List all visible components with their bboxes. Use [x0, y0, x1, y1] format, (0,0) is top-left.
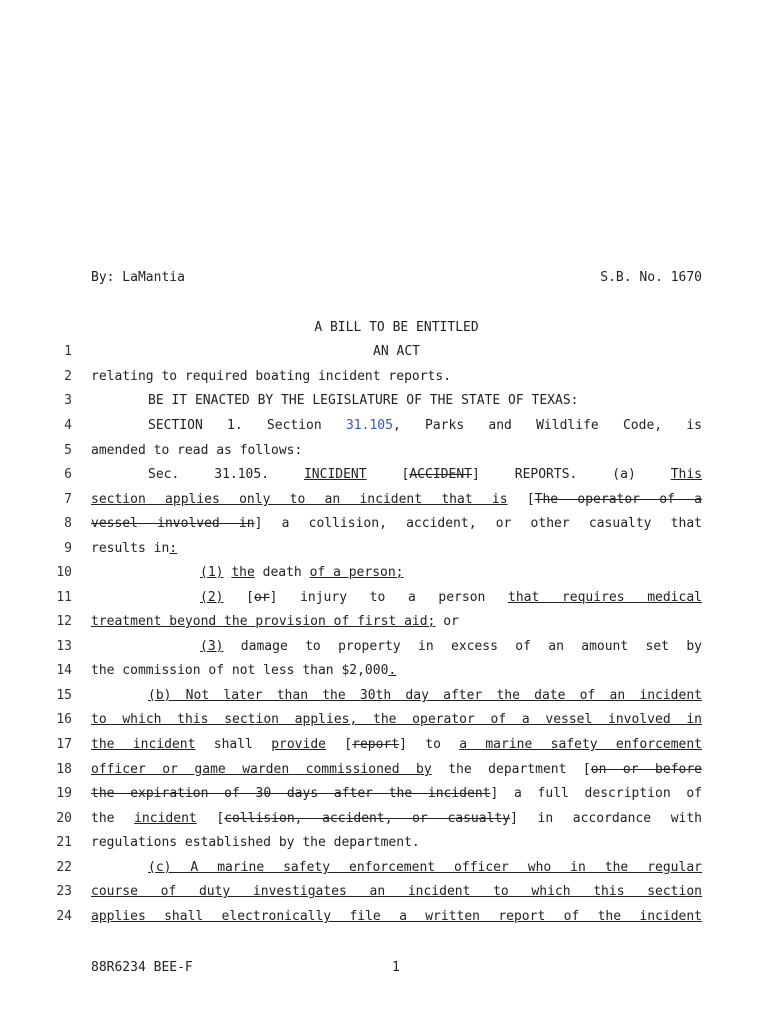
text-run: ] to — [399, 737, 460, 752]
inserted-text: . — [388, 663, 397, 678]
inserted-text: (c) A marine safety enforcement officer who in the regular — [148, 860, 702, 875]
deleted-text: or — [253, 590, 270, 605]
text-run: Sec. 31.105. — [148, 467, 304, 482]
deleted-text: collision, accident, or casualty — [224, 811, 511, 826]
line-number: 8 — [64, 516, 72, 531]
line-number: 3 — [64, 393, 72, 408]
line-number: 11 — [56, 590, 72, 605]
line-number: 6 — [64, 467, 72, 482]
line-number: 23 — [56, 884, 72, 899]
text-line — [91, 811, 702, 826]
line-number: 10 — [56, 565, 72, 580]
deleted-text: vessel involved in — [91, 516, 255, 531]
inserted-text: course of duty investigates an incident to which this section — [91, 884, 702, 899]
line-number: 17 — [56, 737, 72, 752]
text-run: or — [435, 614, 459, 629]
text-run: shall — [195, 737, 272, 752]
inserted-text: provide — [271, 737, 326, 752]
text-run: ] in accordance with — [510, 811, 702, 826]
inserted-text: (b) Not later than the 30th day after the date of an incident — [148, 688, 702, 703]
line-number: 15 — [56, 688, 72, 703]
text-line — [91, 467, 702, 482]
text-line — [91, 762, 702, 777]
text-line — [91, 516, 702, 531]
line-number: 12 — [56, 614, 72, 629]
enacting-clause: BE IT ENACTED BY THE LEGISLATURE OF THE STATE OF TEXAS: — [148, 393, 579, 408]
bill-title: A BILL TO BE ENTITLED — [314, 320, 479, 335]
text-line — [91, 663, 702, 678]
text-line — [91, 909, 702, 924]
text-run: [ — [196, 811, 225, 826]
text-run: [ — [507, 492, 535, 507]
line-number: 4 — [64, 418, 72, 433]
author-line: By: LaMantia — [91, 270, 185, 285]
text-line — [91, 884, 702, 899]
document-id: 88R6234 BEE-F — [91, 960, 193, 975]
inserted-text: treatment beyond the provision of first aid; — [91, 614, 436, 629]
text-line — [91, 860, 702, 875]
caption-line: relating to required boating incident reports. — [91, 369, 452, 384]
inserted-text: applies shall electronically file a written report of the incident — [91, 909, 702, 924]
line-number: 1 — [64, 344, 72, 359]
line-number: 7 — [64, 492, 72, 507]
deleted-text: ACCIDENT — [409, 467, 472, 482]
line-number: 9 — [64, 541, 72, 556]
text-line — [91, 541, 702, 556]
inserted-text: (1) — [200, 565, 224, 580]
inserted-text: This — [670, 467, 703, 482]
text-line — [91, 614, 702, 629]
text-line — [91, 688, 702, 703]
text-run: the department [ — [431, 762, 591, 777]
inserted-text: officer or game warden commissioned by — [91, 762, 432, 777]
text-run: SECTION 1. Section — [148, 418, 346, 433]
bill-number: S.B. No. 1670 — [600, 270, 702, 285]
line-number: 19 — [56, 786, 72, 801]
line-number: 5 — [64, 443, 72, 458]
deleted-text: report — [352, 737, 400, 752]
text-line: regulations established by the department. — [91, 835, 420, 850]
text-line — [91, 492, 702, 507]
statute-link[interactable]: 31.105 — [345, 418, 393, 433]
text-run: the — [91, 811, 135, 826]
line-number: 22 — [56, 860, 72, 875]
deleted-text: The operator of a — [534, 492, 703, 507]
text-line — [91, 639, 702, 654]
text-line — [91, 737, 702, 752]
text-line — [91, 590, 702, 605]
inserted-text: section applies only to an incident that is — [91, 492, 508, 507]
line-number: 21 — [56, 835, 72, 850]
inserted-text: (2) — [200, 590, 224, 605]
deleted-text: on or before — [590, 762, 703, 777]
line-number: 18 — [56, 762, 72, 777]
deleted-text: the expiration of 30 days after the incident — [91, 786, 491, 801]
text-run: damage to property in excess of an amount set by — [223, 639, 702, 654]
text-line — [91, 712, 702, 727]
text-run: [ — [325, 737, 353, 752]
line-number: 16 — [56, 712, 72, 727]
line-number: 24 — [56, 909, 72, 924]
text-run: results in — [91, 541, 170, 556]
inserted-text: (3) — [200, 639, 224, 654]
text-run: [ — [223, 590, 254, 605]
act-heading: AN ACT — [373, 344, 420, 359]
inserted-text: : — [169, 541, 178, 556]
text-run: ] a full description of — [490, 786, 703, 801]
text-run: ] REPORTS. (a) — [471, 467, 671, 482]
inserted-text: a marine safety enforcement — [459, 737, 703, 752]
section-line — [91, 418, 702, 433]
text-line — [91, 786, 702, 801]
text-run: , Parks and Wildlife Code, is — [392, 418, 702, 433]
line-number: 2 — [64, 369, 72, 384]
text-run: ] injury to a person — [269, 590, 509, 605]
inserted-text: the — [231, 565, 255, 580]
text-run: the commission of not less than $2,000 — [91, 663, 389, 678]
text-run: [ — [366, 467, 410, 482]
inserted-text: INCIDENT — [303, 467, 367, 482]
inserted-text: that requires medical — [508, 590, 702, 605]
inserted-text: to which this section applies, the operator of a vessel involved in — [91, 712, 702, 727]
inserted-text: the incident — [91, 737, 196, 752]
inserted-text: of a person; — [309, 565, 404, 580]
line-number: 13 — [56, 639, 72, 654]
line-number: 20 — [56, 811, 72, 826]
text-line — [91, 565, 702, 580]
page-number: 1 — [392, 960, 400, 975]
inserted-text: incident — [134, 811, 197, 826]
text-line: amended to read as follows: — [91, 443, 303, 458]
text-run: death — [254, 565, 310, 580]
line-number: 14 — [56, 663, 72, 678]
text-run: ] a collision, accident, or other casualty that — [254, 516, 702, 531]
